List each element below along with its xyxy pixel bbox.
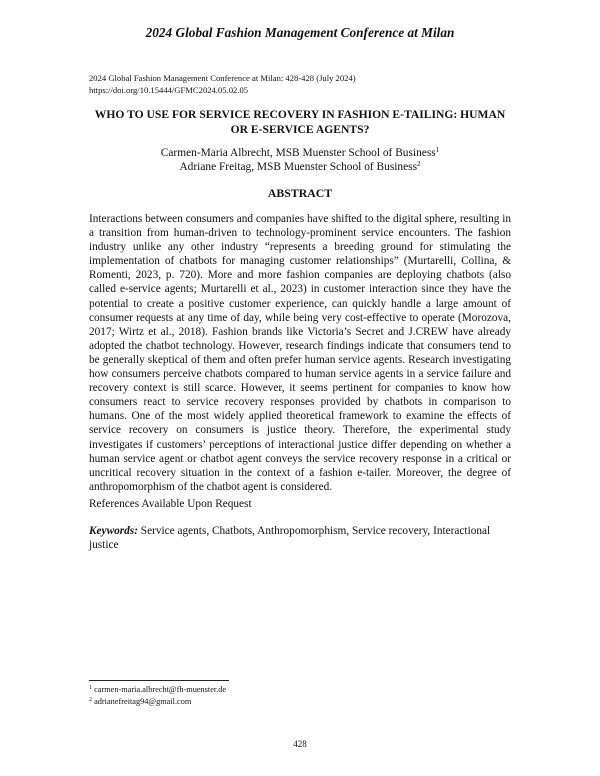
keywords-label: Keywords: <box>89 525 138 537</box>
page-number: 428 <box>293 739 307 749</box>
citation-block <box>89 72 356 96</box>
running-header: 2024 Global Fashion Management Conference at Milan <box>145 25 455 40</box>
abstract-body: Interactions between consumers and companies have shifted to the digital sphere, resulting in a transition from human-driven to technology-prominent service encounters. The fashion industry unlike any other industry “represents a breeding ground for stimulating the implementation of chatbots for managing customer relationships” (Murtarelli, Collina, & Romenti, 2023, p. 720). More and more fashion companies are deploying chatbots (also called e-service agents; Murtarelli et al., 2023) in customer interaction since they have the potential to create a positive customer experience, can quickly handle a large amount of consumer requests at any time of day, while being very cost-effective to operate (Morozova, 2017; Wirtz et al., 2018). Fashion brands like Victoria’s Secret and J.CREW have already adopted the chatbot technology. However, research findings indicate that consumers tend to be generally skeptical of them and often prefer human service agents. Research investigating how consumers perceive chatbots compared to human service agents in a service failure and recovery context is still scarce. However, it seems pertinent for companies to know how consumers react to service recovery responses provided by chatbots in comparison to humans. One of the most widely applied theoretical framework to examine the effects of service recovery on consumers is justice theory. Therefore, the experimental study investigates if customers’ perceptions of interactional justice differ depending on whether a human service agent or chatbot agent conveys the service recovery response in a critical or uncritical recovery situation in the context of a fashion e-tailer. Moreover, the degree of anthropomorphism of the chatbot agent is considered. <box>89 213 511 493</box>
footnote-mark: 1 <box>435 146 440 154</box>
footnotes <box>89 684 226 707</box>
author-name: Adriane Freitag, MSB Muenster School of Business <box>179 161 418 173</box>
keywords-text: Service agents, Chatbots, Anthropomorphism, Service recovery, Interactional justice <box>89 525 491 552</box>
author-line <box>89 146 511 160</box>
footnote-email: adrianefreitag94@gmail.com <box>94 696 192 706</box>
footnote-divider <box>89 680 229 681</box>
abstract-heading: ABSTRACT <box>267 186 333 200</box>
keywords-line <box>89 524 511 552</box>
footnote-mark: 2 <box>89 696 92 703</box>
paper-title: WHO TO USE FOR SERVICE RECOVERY IN FASHION E-TAILING: HUMAN OR E-SERVICE AGENTS? <box>94 108 506 136</box>
footnote-mark: 1 <box>89 685 92 691</box>
citation-line: 2024 Global Fashion Management Conference at Milan: 428-428 (July 2024) <box>89 73 356 83</box>
footnote <box>89 684 226 696</box>
author-list <box>89 146 511 174</box>
footnote-mark: 2 <box>417 160 421 168</box>
references-note: References Available Upon Request <box>89 498 252 510</box>
doi-line: https://doi.org/10.15444/GFMC2024.05.02.05 <box>89 85 249 95</box>
author-name: Carmen-Maria Albrecht, MSB Muenster School of Business <box>160 147 436 159</box>
footnote-email: carmen-maria.albrecht@fh-muenster.de <box>94 685 227 694</box>
author-line <box>89 160 511 174</box>
footnote <box>89 696 226 708</box>
